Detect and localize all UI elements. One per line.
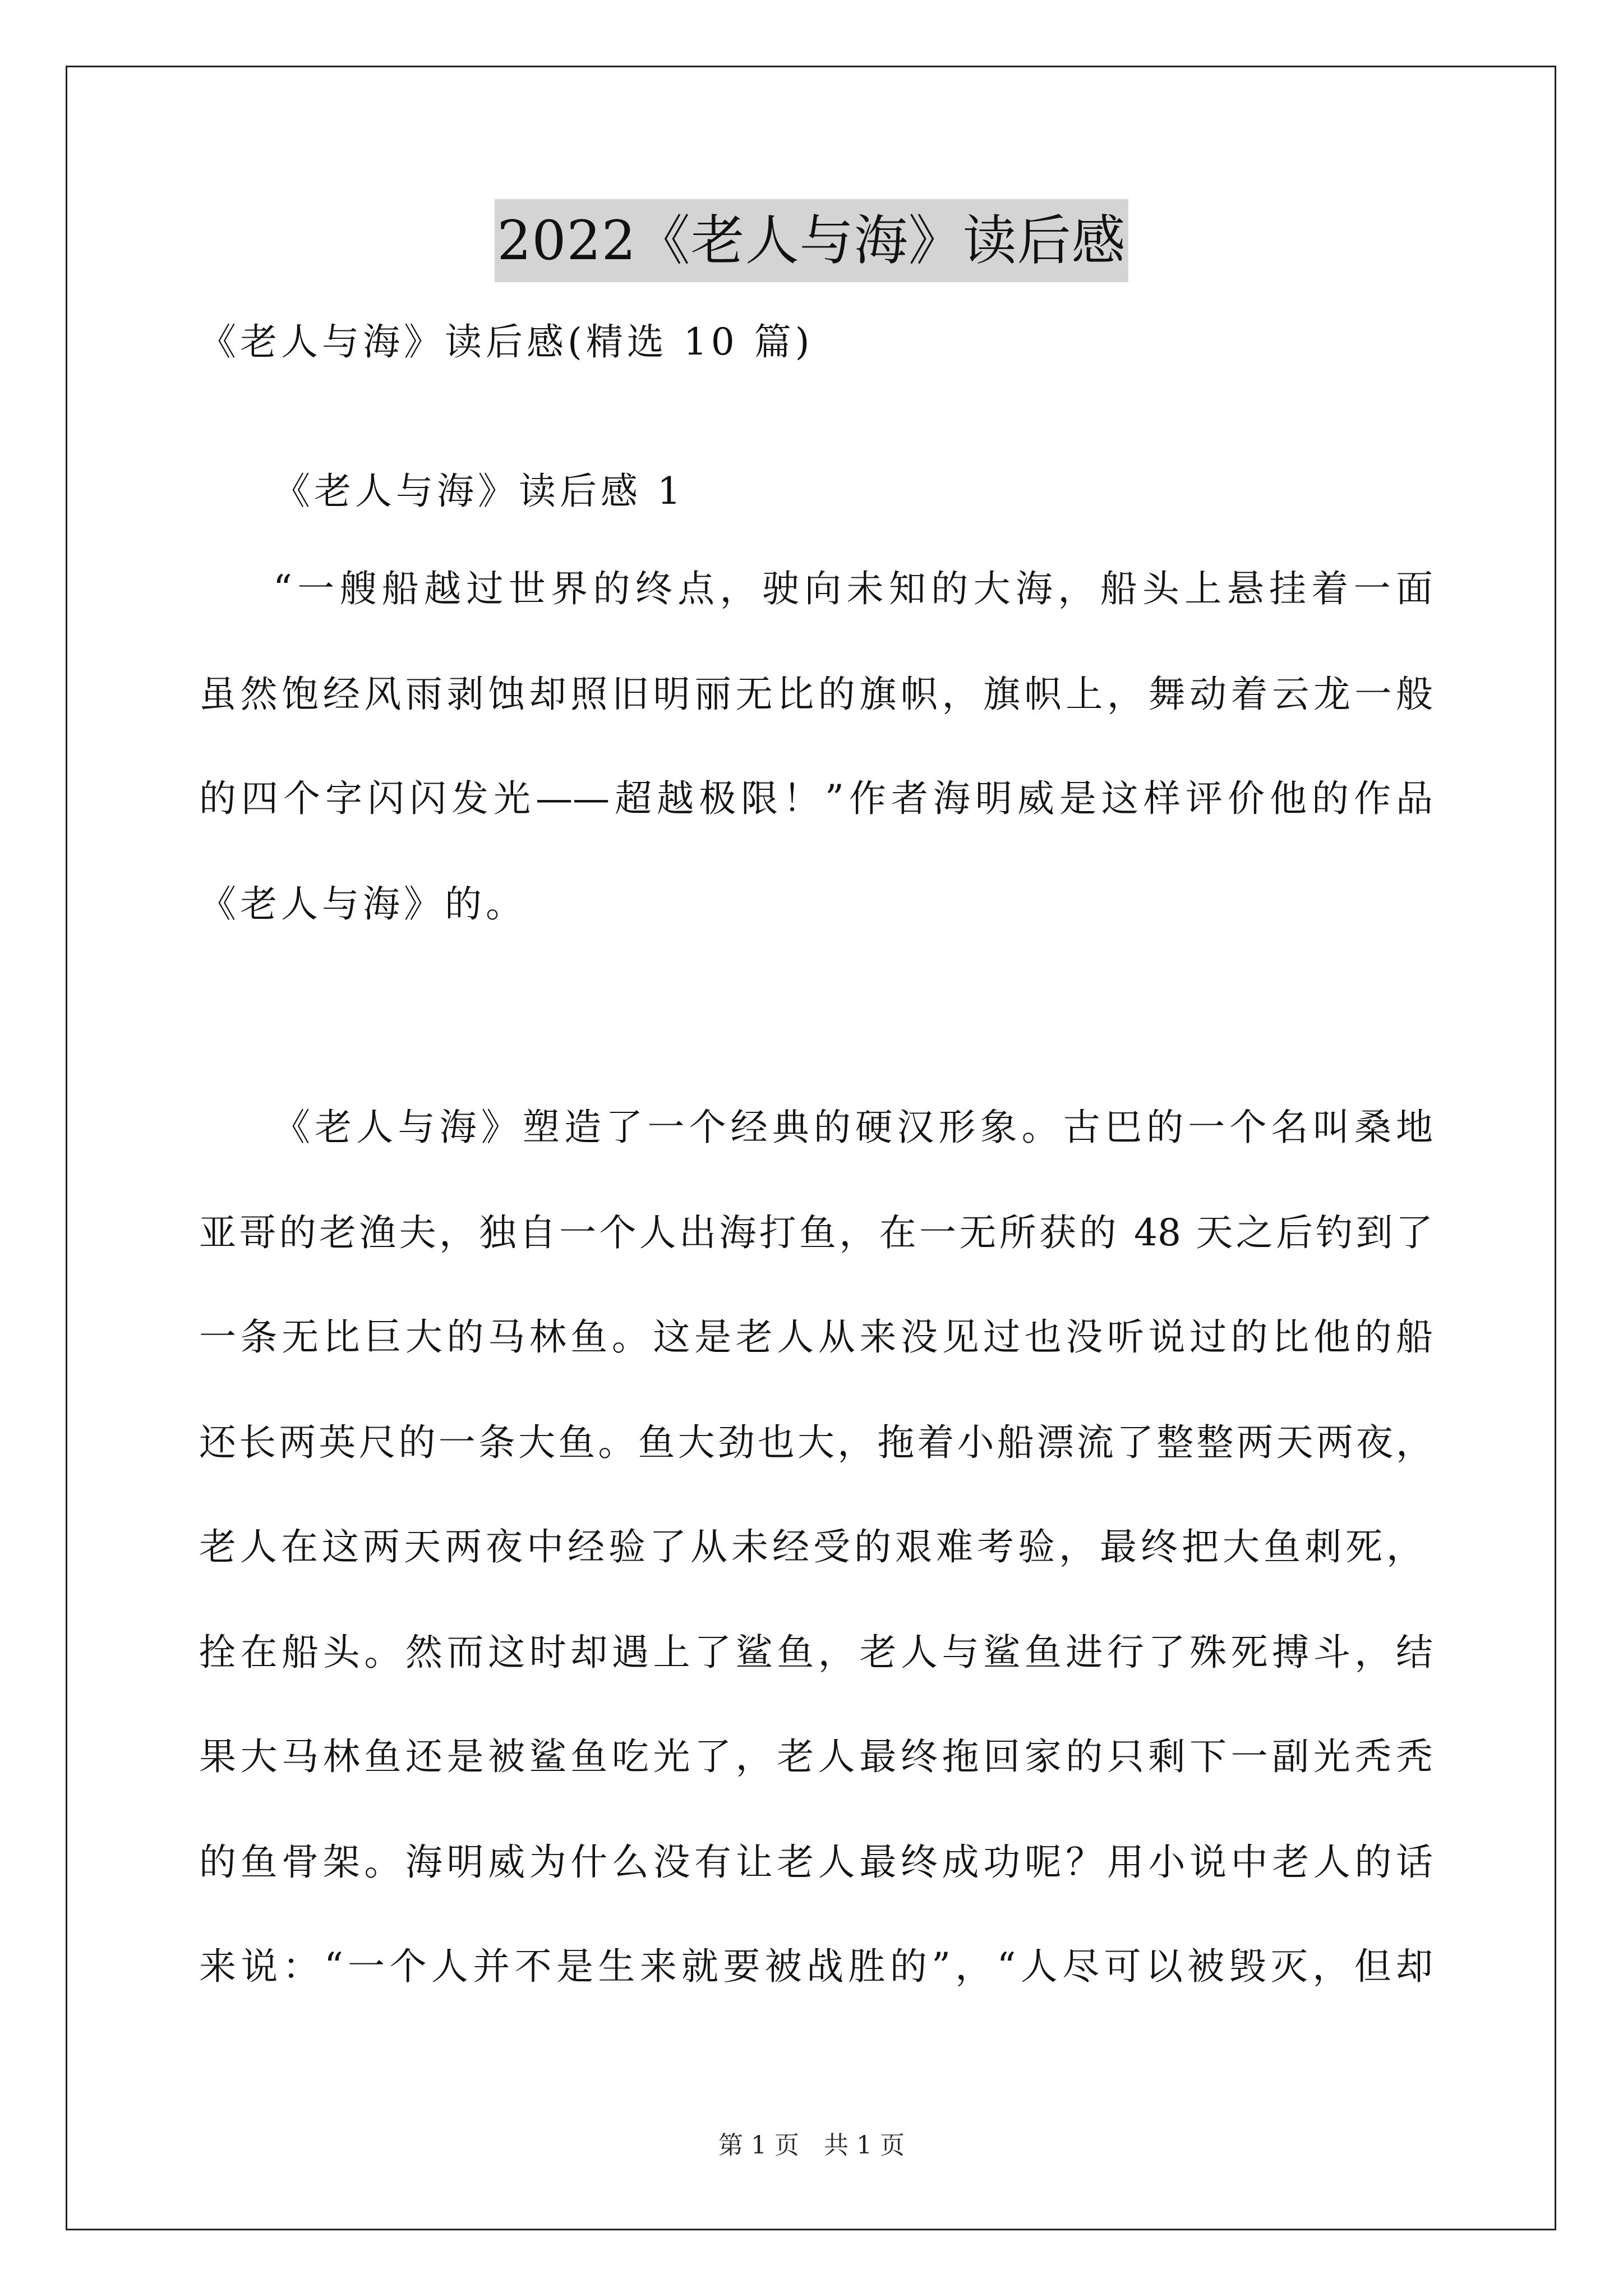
paragraph2-line-3: 一条无比巨大的马林鱼。这是老人从来没见过也没听说过的比他的船 bbox=[199, 1315, 1433, 1359]
paragraph2-line-4: 还长两英尺的一条大鱼。鱼大劲也大，拖着小船漂流了整整两天两夜， bbox=[199, 1421, 1433, 1464]
paragraph1-line-4: 《老人与海》的。 bbox=[199, 882, 527, 926]
paragraph2-line-5: 老人在这两天两夜中经验了从未经受的艰难考验，最终把大鱼刺死， bbox=[199, 1525, 1427, 1568]
paragraph2-line-7: 果大马林鱼还是被鲨鱼吃光了，老人最终拖回家的只剩下一副光秃秃 bbox=[199, 1735, 1433, 1778]
paragraph2-line-6: 拴在船头。然而这时却遇上了鲨鱼，老人与鲨鱼进行了殊死搏斗，结 bbox=[199, 1631, 1433, 1674]
section-heading: 《老人与海》读后感 1 bbox=[273, 470, 685, 513]
document-title: 2022《老人与海》读后感 bbox=[495, 199, 1128, 282]
paragraph1-line-1: “一艘船越过世界的终点，驶向未知的大海，船头上悬挂着一面 bbox=[273, 567, 1433, 610]
paragraph1-line-2: 虽然饱经风雨剥蚀却照旧明丽无比的旗帜，旗帜上，舞动着云龙一般 bbox=[199, 673, 1433, 716]
title-container bbox=[0, 199, 1623, 282]
document-subtitle: 《老人与海》读后感(精选 10 篇) bbox=[199, 320, 814, 364]
paragraph2-line-9: 来说：“一个人并不是生来就要被战胜的”，“人尽可以被毁灭，但却 bbox=[199, 1945, 1433, 1988]
paragraph1-line-3: 的四个字闪闪发光——超越极限！”作者海明威是这样评价他的作品 bbox=[199, 777, 1433, 820]
paragraph2-line-8: 的鱼骨架。海明威为什么没有让老人最终成功呢？用小说中老人的话 bbox=[199, 1841, 1433, 1884]
paragraph2-line-1: 《老人与海》塑造了一个经典的硬汉形象。古巴的一个名叫桑地 bbox=[273, 1106, 1433, 1149]
paragraph2-line-2: 亚哥的老渔夫，独自一个人出海打鱼，在一无所获的 48 天之后钓到了 bbox=[199, 1211, 1433, 1254]
page-footer: 第 1 页 共 1 页 bbox=[718, 2131, 905, 2160]
